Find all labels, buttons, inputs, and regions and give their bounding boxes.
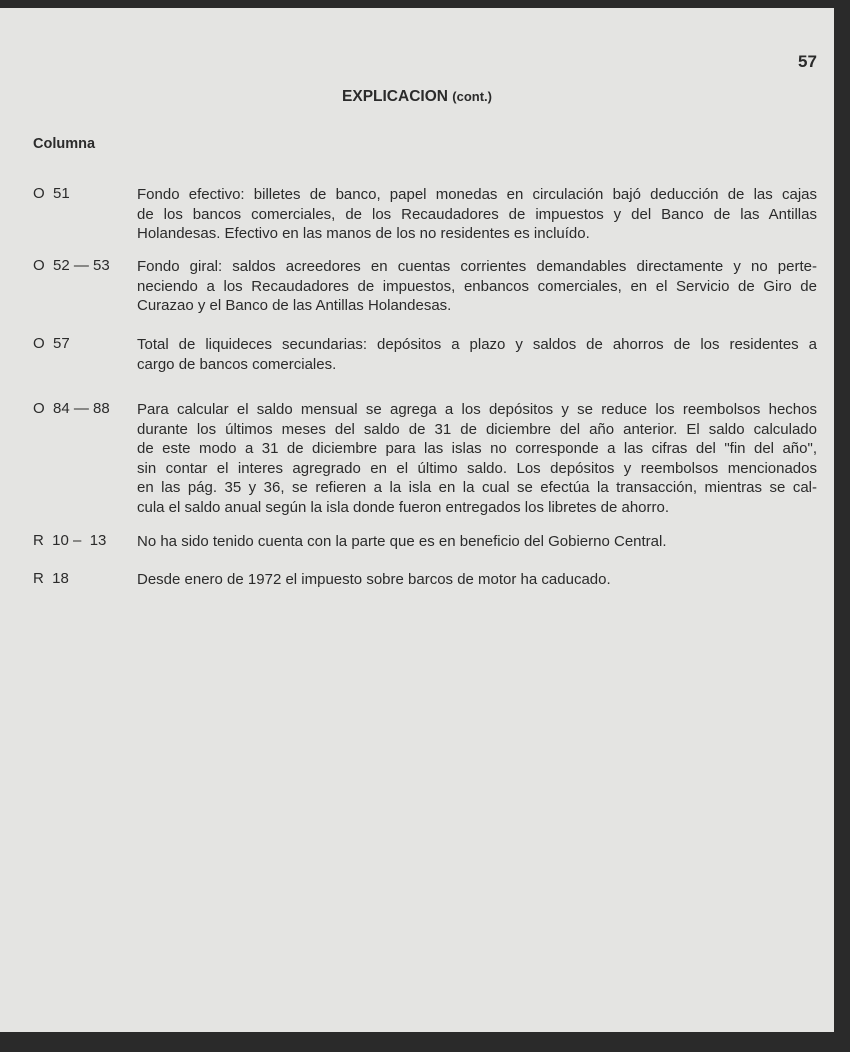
title-text: EXPLICACION bbox=[342, 88, 448, 105]
text-line: sin contar el interes agregrado en el último saldo. Los depósitos y reembolsos mencionados bbox=[137, 459, 817, 477]
explanation-text bbox=[137, 335, 817, 374]
text-line: Fondo efectivo: billetes de banco, papel monedas en circulación bajó deducción de las cajas bbox=[137, 186, 817, 203]
text-line: Para calcular el saldo mensual se agrega a los depósitos y se reduce los reembolsos hechos bbox=[137, 401, 817, 418]
text-line: de este modo a 31 de diciembre para las islas no corresponde a las cifras del "fin del año", bbox=[137, 440, 817, 457]
page-title bbox=[0, 88, 834, 106]
text-line: de los bancos comerciales, de los Recaudadores de impuestos y del Banco de las Antillas bbox=[137, 205, 817, 223]
text-line: Total de liquideces secundarias: depósitos a plazo y saldos de ahorros de los residentes a bbox=[137, 336, 817, 353]
text-line: cula el saldo anual según la isla donde fueron entregados los libretes de ahorro. bbox=[137, 498, 670, 516]
column-code: O 84 — 88 bbox=[33, 400, 110, 417]
column-code: O 51 bbox=[33, 185, 70, 202]
explanation-text bbox=[137, 400, 817, 517]
column-header: Columna bbox=[33, 136, 96, 152]
explanation-text bbox=[137, 257, 817, 316]
text-line: durante los últimos meses del saldo de 31 de diciembre del año anterior. El saldo calculado bbox=[137, 420, 817, 438]
page-number: 57 bbox=[798, 52, 817, 71]
text-line: Desde enero de 1972 el impuesto sobre barcos de motor ha caducado. bbox=[137, 571, 611, 588]
text-line: No ha sido tenido cuenta con la parte que es en beneficio del Gobierno Central. bbox=[137, 533, 667, 550]
column-code: R 18 bbox=[33, 570, 69, 587]
text-line: en las pág. 35 y 36, se refieren a la isla en la cual se efectúa la transacción, mientras se cal- bbox=[137, 479, 817, 496]
text-line: cargo de bancos comerciales. bbox=[137, 355, 337, 373]
text-line: neciendo a los Recaudadores de impuestos, enbancos comerciales, en el Servicio de Giro de bbox=[137, 277, 817, 295]
text-line: Curazao y el Banco de las Antillas Holandesas. bbox=[137, 297, 452, 314]
explanation-text bbox=[137, 185, 817, 244]
column-code: R 10 – 13 bbox=[33, 532, 107, 549]
text-line: Fondo giral: saldos acreedores en cuentas corrientes demandables directamente y no perte- bbox=[137, 258, 817, 275]
explanation-text bbox=[137, 532, 817, 552]
column-code: O 52 — 53 bbox=[33, 257, 110, 274]
document-page bbox=[0, 8, 834, 1032]
explanation-text bbox=[137, 570, 817, 590]
text-line: Holandesas. Efectivo en las manos de los no residentes es incluído. bbox=[137, 225, 590, 242]
column-code: O 57 bbox=[33, 335, 70, 352]
title-subtitle: (cont.) bbox=[452, 89, 492, 104]
